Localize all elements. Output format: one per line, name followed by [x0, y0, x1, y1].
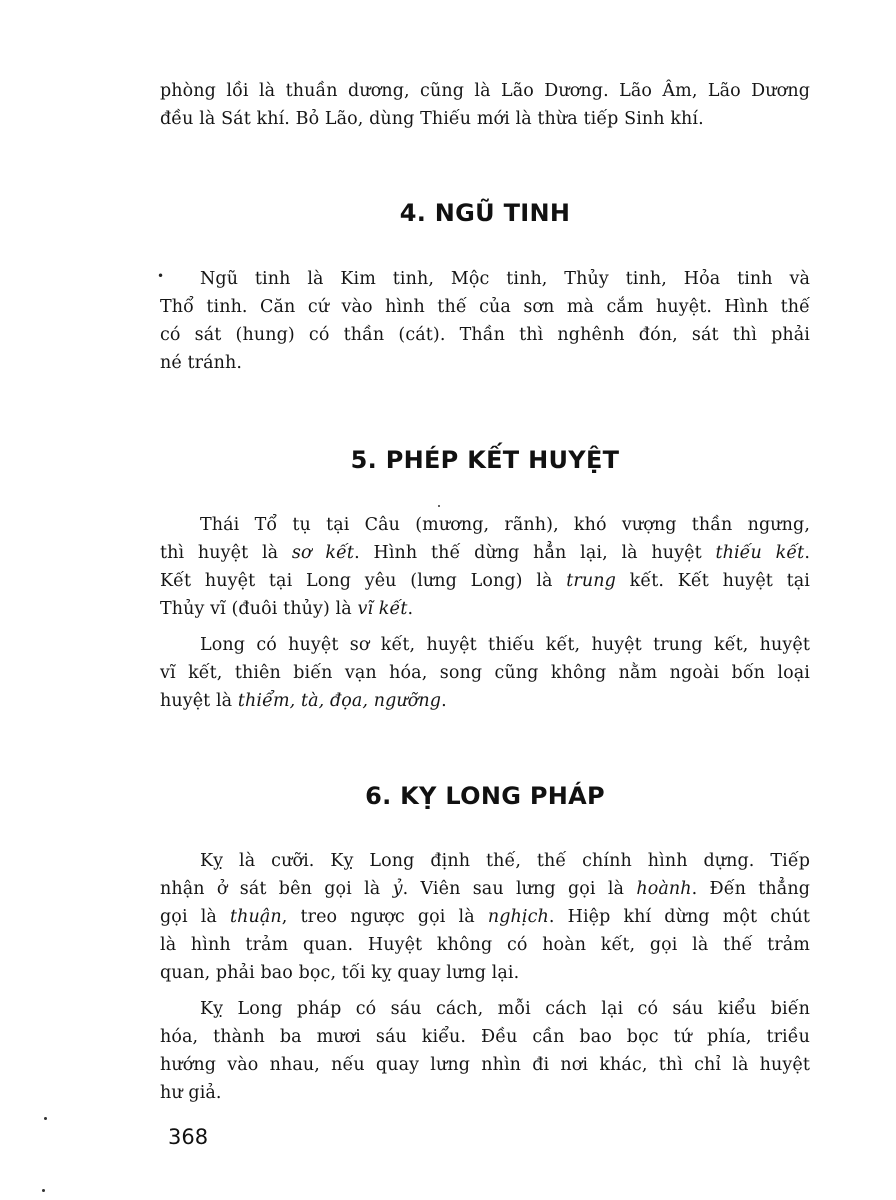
text-run: vĩ kết, thiên biến vạn hóa, song cũng không nằm ngoài bốn loại: [160, 663, 810, 683]
italic-term: ỷ: [392, 879, 403, 899]
text-run: , treo ngược gọi là: [281, 907, 488, 927]
text-run: . Hình thế dừng hẳn lại, là huyệt: [354, 543, 716, 563]
italic-term: thiểm, tà, đọa, ngưỡng: [237, 691, 442, 711]
text-run: quan, phải bao bọc, tối kỵ quay lưng lại.: [160, 963, 520, 983]
text-run: hướng vào nhau, nếu quay lưng nhìn đi nơi khác, thì chỉ là huyệt: [160, 1055, 810, 1075]
text-run: Kết huyệt tại Long yêu (lưng Long) là: [160, 571, 567, 591]
section-5-p2-line-2: [160, 660, 810, 687]
italic-term: sơ kết: [291, 543, 355, 563]
text-run: nhận ở sát bên gọi là: [160, 879, 393, 899]
italic-term: nghịch: [487, 907, 549, 927]
section-6-p2-line-4: [160, 1080, 810, 1107]
italic-term: thiếu kết: [715, 543, 805, 563]
scan-speck: [44, 1117, 47, 1120]
section-6-p2-line-2: [160, 1024, 810, 1051]
italic-term: trung: [566, 571, 616, 591]
text-run: kết. Kết huyệt tại: [615, 571, 810, 591]
text-run: . Đến thẳng: [691, 879, 810, 899]
scan-speck: [42, 1189, 45, 1192]
section-heading-ngu-tinh: 4. NGŨ TINH: [399, 199, 571, 227]
section-6-p2-line-3: [160, 1052, 810, 1079]
section-heading-phep-ket-huyet: 5. PHÉP KẾT HUYỆT: [350, 446, 620, 474]
text-run: Kỵ là cưỡi. Kỵ Long định thế, thế chính hình dựng. Tiếp: [200, 851, 810, 871]
stray-mark: •: [157, 269, 165, 283]
intro-line-2: đều là Sát khí. Bỏ Lão, dùng Thiếu mới là thừa tiếp Sinh khí.: [160, 109, 704, 129]
section-6-p1-line-3: [160, 904, 810, 931]
italic-term: vĩ kết: [357, 599, 408, 619]
section-4-line-2: Thổ tinh. Căn cứ vào hình thế của sơn mà cắm huyệt. Hình thế: [160, 297, 810, 317]
section-6-p1-line-5: [160, 960, 810, 987]
text-run: hư giả.: [160, 1083, 222, 1103]
section-5-p1-line-4: [160, 596, 810, 623]
italic-term: thuận: [229, 907, 282, 927]
text-run: huyệt là: [160, 691, 238, 711]
scan-speck: [438, 505, 440, 507]
intro-line-1: phòng lồi là thuần dương, cũng là Lão Dương. Lão Âm, Lão Dương: [160, 81, 810, 101]
section-5-p2-line-1: [200, 632, 810, 659]
text-run: thì huyệt là: [160, 543, 292, 563]
text-run: hóa, thành ba mươi sáu kiểu. Đều cần bao bọc tứ phía, triều: [160, 1027, 810, 1047]
italic-term: hoành: [636, 879, 692, 899]
text-run: Kỵ Long pháp có sáu cách, mỗi cách lại có sáu kiểu biến: [200, 999, 810, 1019]
section-heading-ky-long-phap: 6. KỴ LONG PHÁP: [365, 782, 605, 810]
section-5-p1-line-2: [160, 540, 810, 567]
text-run: . Viên sau lưng gọi là: [402, 879, 637, 899]
section-6-p1-line-2: [160, 876, 810, 903]
text-run: Thủy vĩ (đuôi thủy) là: [160, 599, 358, 619]
text-run: .: [441, 691, 447, 711]
section-4-line-4: né tránh.: [160, 353, 243, 373]
section-4-line-3: có sát (hung) có thần (cát). Thần thì nghênh đón, sát thì phải: [160, 325, 810, 345]
section-6-p1-line-1: [200, 848, 810, 875]
text-run: . Hiệp khí dừng một chút: [548, 907, 810, 927]
text-run: Thái Tổ tụ tại Câu (mương, rãnh), khó vượng thần ngưng,: [200, 515, 810, 535]
text-run: Long có huyệt sơ kết, huyệt thiếu kết, huyệt trung kết, huyệt: [200, 635, 810, 655]
section-4-line-1: Ngũ tinh là Kim tinh, Mộc tinh, Thủy tinh, Hỏa tinh và: [200, 269, 810, 289]
text-run: .: [804, 543, 810, 563]
section-5-p2-line-3: [160, 688, 810, 715]
section-6-p2-line-1: [200, 996, 810, 1023]
text-run: là hình trảm quan. Huyệt không có hoàn kết, gọi là thế trảm: [160, 935, 810, 955]
text-run: gọi là: [160, 907, 230, 927]
text-run: .: [407, 599, 414, 619]
section-5-p1-line-1: [200, 512, 810, 539]
section-5-p1-line-3: [160, 568, 810, 595]
section-6-p1-line-4: [160, 932, 810, 959]
page-number: 368: [168, 1125, 209, 1149]
